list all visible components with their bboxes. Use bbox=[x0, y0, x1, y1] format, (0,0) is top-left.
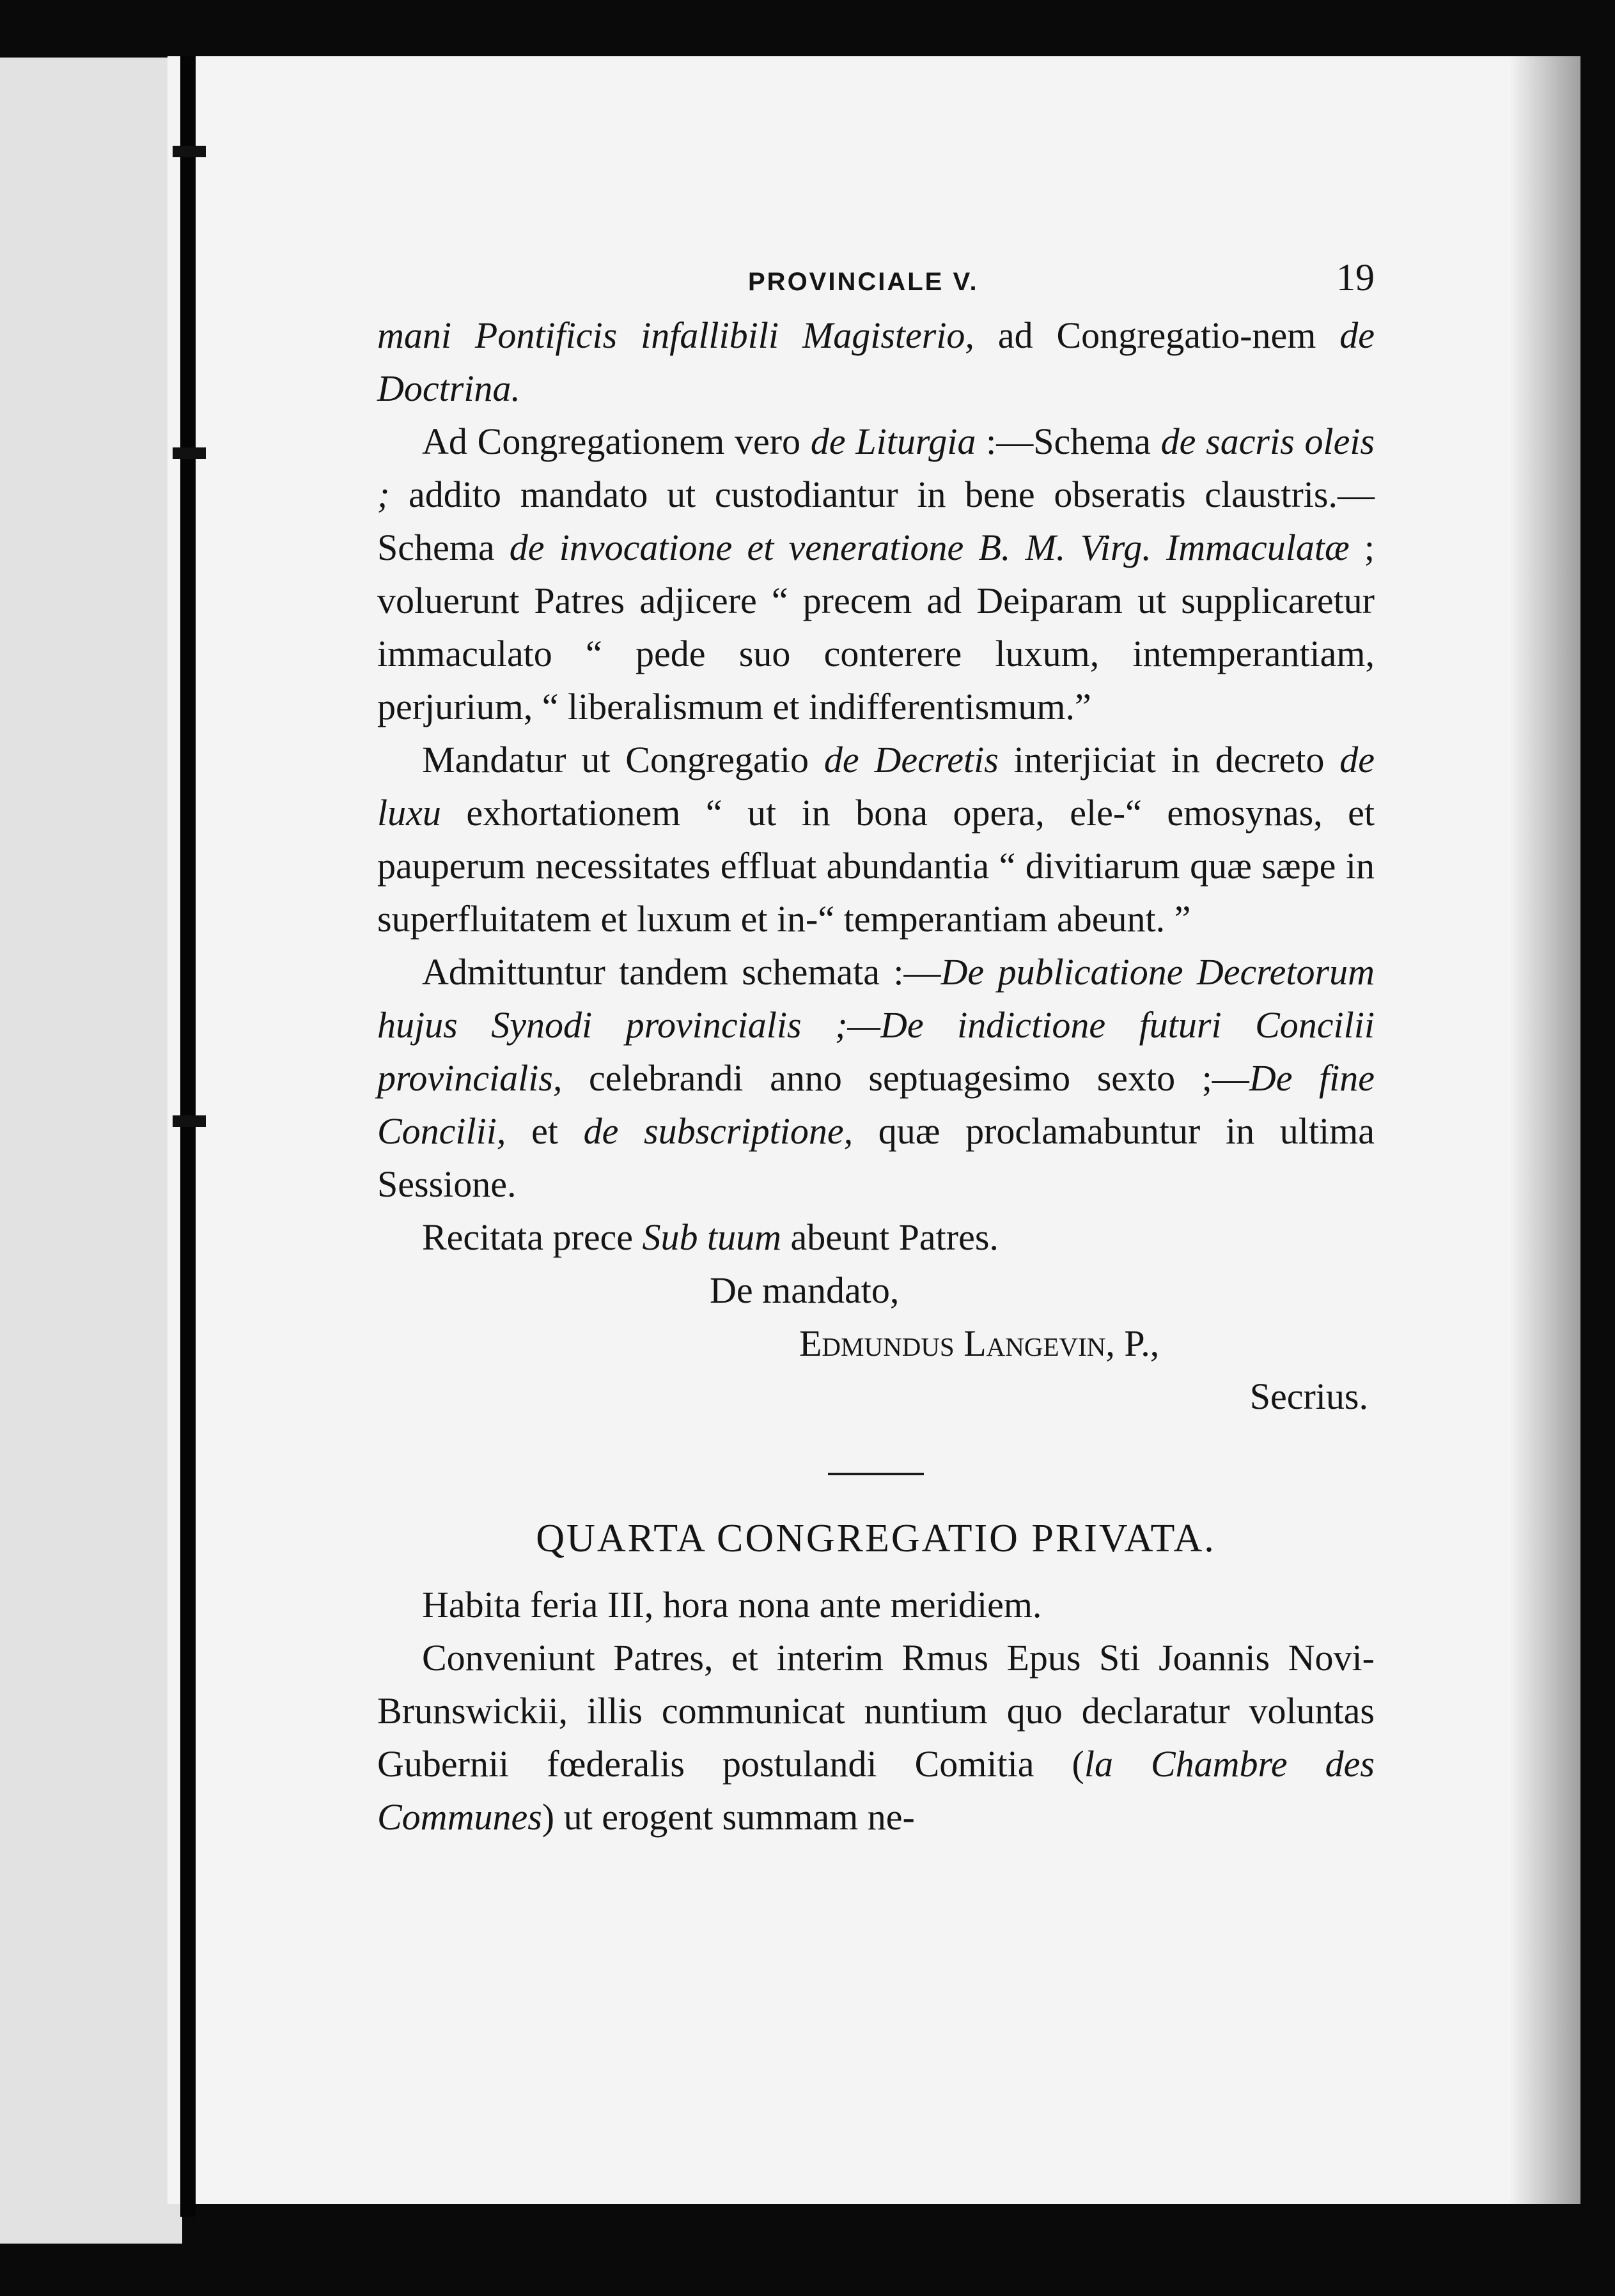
facing-page-edge bbox=[0, 58, 182, 2244]
binding-mark bbox=[173, 447, 206, 459]
paragraph bbox=[377, 309, 1375, 415]
text-run: et bbox=[506, 1110, 584, 1152]
text-run: Mandatur ut Congregatio bbox=[422, 739, 824, 780]
italic-text-run: de Doctrina. bbox=[377, 314, 1375, 409]
paragraph bbox=[377, 733, 1375, 945]
italic-text-run: mani Pontificis infallibili Magisterio, bbox=[377, 314, 974, 356]
text-run: ) ut erogent summam ne- bbox=[542, 1796, 915, 1838]
gutter-fold bbox=[180, 56, 196, 2217]
italic-text-run: la Chambre des Communes bbox=[377, 1743, 1375, 1838]
text-run: celebrandi anno septuagesimo sexto ;— bbox=[562, 1057, 1249, 1099]
text-run: Conveniunt Patres, et interim Rmus Epus Sti Joannis Novi-Brunswickii, illis communicat nuntium quo declaratur voluntas Gubernii fœderalis postulandi Comitia ( bbox=[377, 1637, 1375, 1785]
page-header bbox=[377, 256, 1375, 300]
binding-mark bbox=[173, 1115, 206, 1127]
italic-text-run: de invocatione et veneratione B. M. Virg. Immaculatæ bbox=[509, 527, 1350, 568]
section-title: QUARTA CONGREGATIO PRIVATA. bbox=[536, 1517, 1216, 1560]
italic-text-run: de Liturgia bbox=[810, 421, 976, 462]
text-run: abeunt Patres. bbox=[781, 1216, 999, 1258]
signatory-name: Edmundus Langevin, P., bbox=[799, 1323, 1160, 1364]
italic-text-run: de sacris oleis ; bbox=[377, 421, 1375, 515]
text-run: Ad Congregationem vero bbox=[422, 421, 811, 462]
running-head: PROVINCIALE V. bbox=[748, 268, 979, 296]
text-run: Admittuntur tandem schemata :— bbox=[422, 951, 941, 993]
binding-mark bbox=[173, 146, 206, 157]
italic-text-run: de Decretis bbox=[823, 739, 999, 780]
text-run: :—Schema bbox=[976, 421, 1161, 462]
text-run: Recitata prece bbox=[422, 1216, 643, 1258]
italic-text-run: de luxu bbox=[377, 739, 1375, 834]
paragraph bbox=[377, 1211, 1375, 1264]
text-run: ad Congregatio-nem bbox=[974, 314, 1340, 356]
text-run: interjiciat in decreto bbox=[998, 739, 1340, 780]
paragraph bbox=[377, 1578, 1375, 1631]
section-divider bbox=[828, 1473, 924, 1475]
paragraph bbox=[377, 415, 1375, 733]
italic-text-run: Sub tuum bbox=[642, 1216, 782, 1258]
text-run: ; voluerunt Patres adjicere “ precem ad Deiparam ut supplicaretur immaculato “ pede suo conterere luxum, intemperantiam, perjurium, “ liberalismum et indifferentismum.” bbox=[377, 527, 1375, 727]
page-edge-shadow bbox=[1509, 56, 1580, 2204]
italic-text-run: de subscriptione, bbox=[583, 1110, 854, 1152]
page-text-block bbox=[377, 256, 1375, 1843]
signatory-role: Secrius. bbox=[1249, 1376, 1368, 1417]
italic-text-run: De fine Concilii, bbox=[377, 1057, 1375, 1152]
signature-line: De mandato, bbox=[710, 1269, 900, 1311]
text-run: quæ proclamabuntur in ultima Sessione. bbox=[377, 1110, 1375, 1205]
text-run: exhortationem “ ut in bona opera, ele-“ emosynas, et pauperum necessitates effluat abundantia “ divitiarum quæ sæpe in superfluitatem et luxum et in-“ temperantiam abeunt. ” bbox=[377, 792, 1375, 940]
page-number: 19 bbox=[1336, 256, 1375, 299]
text-run: addito mandato ut custodiantur in bene obseratis claustris.—Schema bbox=[377, 474, 1375, 568]
paragraph bbox=[377, 945, 1375, 1211]
italic-text-run: De publicatione Decretorum hujus Synodi provincialis ;—De indictione futuri Concilii provincialis, bbox=[377, 951, 1375, 1099]
paragraph bbox=[377, 1631, 1375, 1843]
text-run: Habita feria III, hora nona ante meridiem. bbox=[422, 1584, 1042, 1625]
